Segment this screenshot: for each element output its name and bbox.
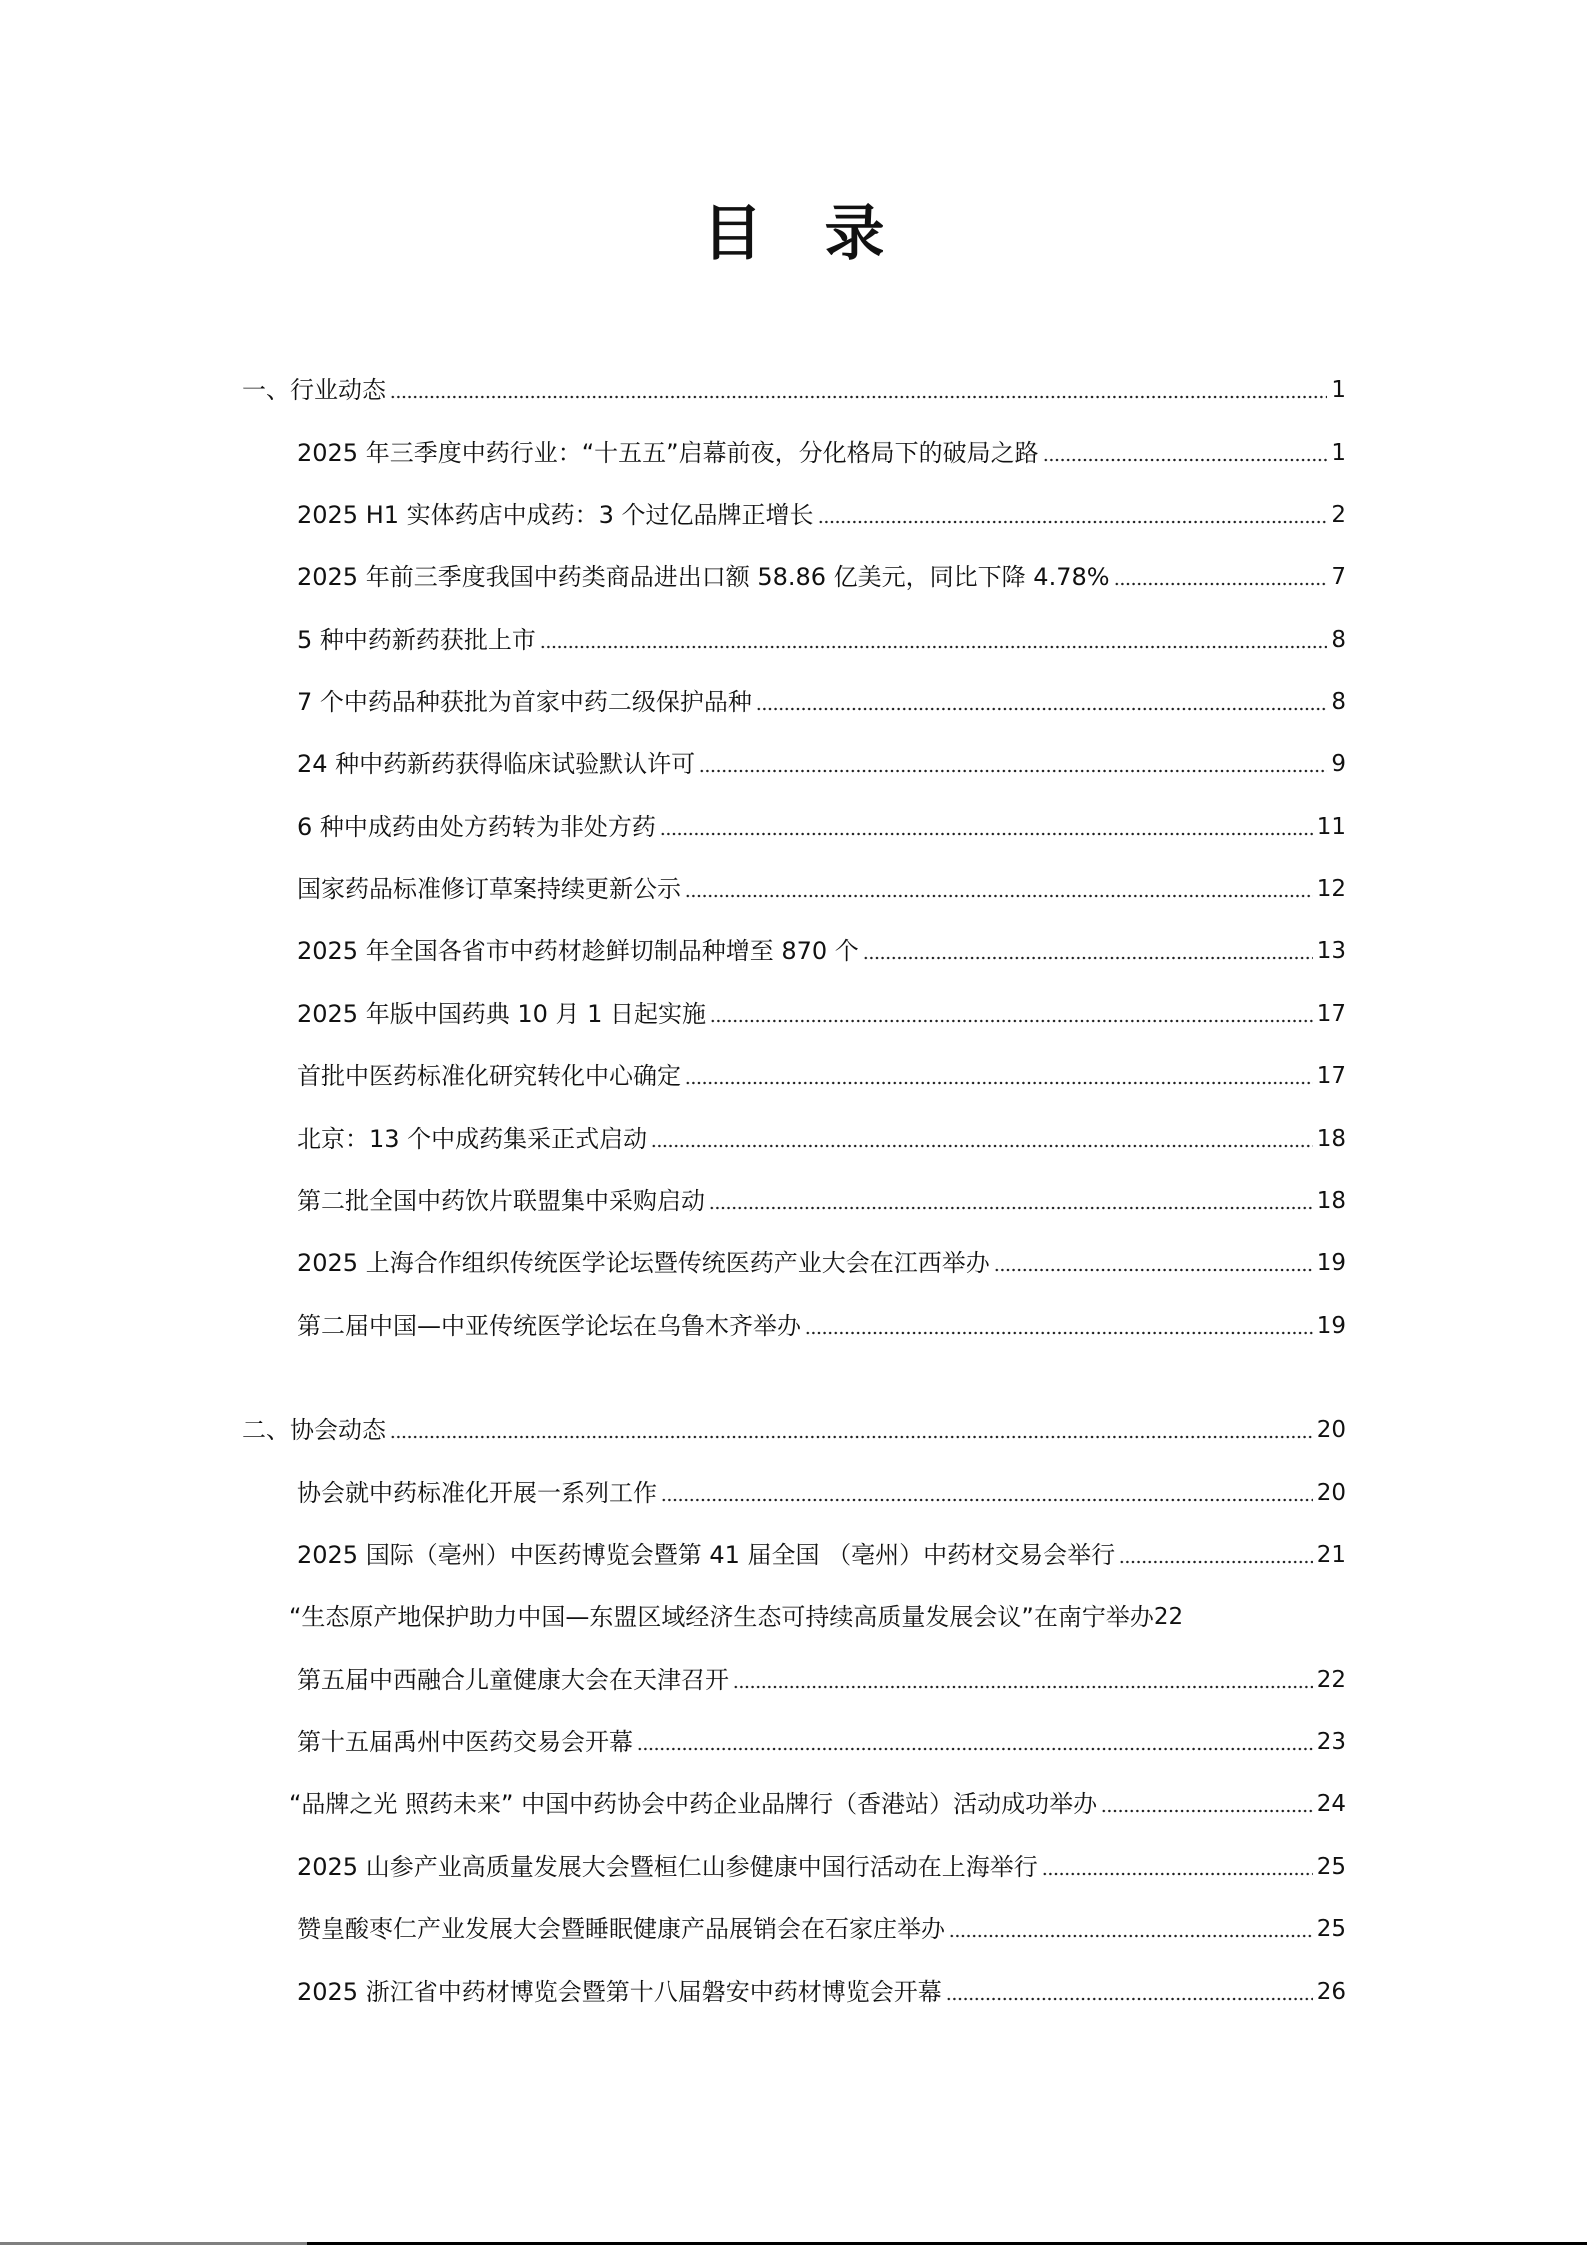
dot-leader [699,769,1327,773]
toc-page-number: 9 [1331,751,1346,777]
toc-entry[interactable] [297,498,1346,532]
toc-page-number: 20 [1316,1417,1346,1443]
toc-section-label: 二、协会动态 [242,1416,386,1444]
toc-entry-label: 国家药品标准修订草案持续更新公示 [297,875,681,903]
dot-leader [733,1685,1313,1689]
dot-leader [710,1019,1313,1023]
toc-entry[interactable] [297,685,1346,719]
toc-page-number: 2 [1331,502,1346,528]
toc-page-number: 17 [1316,1063,1346,1089]
dot-leader [756,707,1327,711]
toc-page-number: 24 [1316,1791,1346,1817]
dot-leader [1042,1872,1313,1876]
toc-entry[interactable] [297,1476,1346,1510]
toc-entry[interactable] [297,1663,1346,1697]
dot-leader [540,645,1327,649]
toc-entry[interactable] [297,1184,1346,1218]
toc-entry[interactable] [297,872,1346,906]
toc-entry-label: 北京：13 个中成药集采正式启动 [297,1125,648,1153]
dot-leader [946,1997,1313,2001]
toc-page-number: 7 [1331,564,1346,590]
toc-entry-label: 2025 年三季度中药行业：“十五五”启幕前夜，分化格局下的破局之路 [297,439,1039,467]
dot-leader [1114,582,1328,586]
toc-entry[interactable] [297,1059,1346,1093]
toc-entry-label: 6 种中成药由处方药转为非处方药 [297,813,656,841]
dot-leader [390,395,1327,399]
toc-page-number: 25 [1316,1854,1346,1880]
toc-page-number: 11 [1316,814,1346,840]
dot-leader [949,1934,1313,1938]
toc-entry[interactable] [297,1975,1346,2009]
dot-leader [818,520,1328,524]
dot-leader [660,832,1313,836]
dot-leader [863,956,1313,960]
title-char-1: 目 [702,199,763,269]
toc-entry[interactable] [297,1309,1346,1343]
dot-leader [661,1498,1313,1502]
toc-page-number: 22 [1153,1604,1184,1630]
toc-page-number: 8 [1331,689,1346,715]
toc-entry-label: 2025 年全国各省市中药材趁鲜切制品种增至 870 个 [297,937,859,965]
toc-entry[interactable] [297,1725,1346,1759]
dot-leader [1043,458,1328,462]
toc-entry[interactable] [297,747,1346,781]
toc-entry[interactable] [297,1538,1346,1572]
toc-entry-label: 赞皇酸枣仁产业发展大会暨睡眠健康产品展销会在石家庄举办 [297,1915,945,1943]
dot-leader [994,1268,1313,1272]
toc-entry-label: 2025 上海合作组织传统医学论坛暨传统医药产业大会在江西举办 [297,1249,990,1277]
toc-page-number: 17 [1316,1001,1346,1027]
toc-section-label: 一、行业动态 [242,376,386,404]
dot-leader [685,1081,1313,1085]
toc-entry-label: 2025 年版中国药典 10 月 1 日起实施 [297,1000,707,1028]
toc-entry-label: 2025 山参产业高质量发展大会暨桓仁山参健康中国行活动在上海举行 [297,1853,1038,1881]
toc-entry-label: 第二批全国中药饮片联盟集中采购启动 [297,1187,705,1215]
dot-leader [805,1331,1313,1335]
toc-page-number: 1 [1331,377,1346,403]
toc-page-number: 19 [1316,1313,1346,1339]
title-char-2: 录 [824,199,885,269]
toc-page-number: 13 [1316,938,1346,964]
toc-page-number: 26 [1316,1979,1346,2005]
toc-page-number: 20 [1316,1480,1346,1506]
dot-leader [637,1747,1313,1751]
toc-page-number: 21 [1316,1542,1346,1568]
toc-entry-label: 5 种中药新药获批上市 [297,626,536,654]
toc-entry-label: 2025 年前三季度我国中药类商品进出口额 58.86 亿美元，同比下降 4.78% [297,563,1110,591]
toc-entry-label: 24 种中药新药获得临床试验默认许可 [297,750,696,778]
dot-leader [709,1206,1313,1210]
toc-entry-label: 第五届中西融合儿童健康大会在天津召开 [297,1666,729,1694]
toc-entry-label: 第二届中国—中亚传统医学论坛在乌鲁木齐举办 [297,1312,801,1340]
toc-page-number: 18 [1316,1188,1346,1214]
toc-page-number: 22 [1316,1667,1346,1693]
toc-page-number: 18 [1316,1126,1346,1152]
toc-entry[interactable] [297,1850,1346,1884]
toc-page-number: 8 [1331,627,1346,653]
dot-leader [651,1144,1313,1148]
toc-entry[interactable] [297,810,1346,844]
toc-entry-label: 2025 浙江省中药材博览会暨第十八届磐安中药材博览会开幕 [297,1978,942,2006]
toc-page-number: 1 [1331,440,1346,466]
toc-entry[interactable] [297,1912,1346,1946]
dot-leader [1119,1560,1313,1564]
toc-page-number: 12 [1316,876,1346,902]
toc-entry-label: “品牌之光 照药未来” 中国中药协会中药企业品牌行（香港站）活动成功举办 [289,1790,1098,1818]
toc-entry[interactable] [297,934,1346,968]
dot-leader [1101,1809,1313,1813]
toc-entry[interactable] [297,436,1346,470]
dot-leader [685,894,1313,898]
toc-entry-label: 第十五届禹州中医药交易会开幕 [297,1728,633,1756]
toc-entry-label: 协会就中药标准化开展一系列工作 [297,1479,657,1507]
toc-entry[interactable] [297,560,1346,594]
toc-section-industry-news[interactable] [242,373,1346,407]
toc-section-association-news[interactable] [242,1413,1346,1447]
toc-entry-label: “生态原产地保护助力中国—东盟区域经济生态可持续高质量发展会议”在南宁举办 [289,1603,1154,1631]
toc-entry[interactable] [297,623,1346,657]
dot-leader [390,1435,1313,1439]
toc-page-number: 25 [1316,1916,1346,1942]
toc-entry[interactable] [289,1600,1346,1634]
toc-page-number: 23 [1316,1729,1346,1755]
toc-entry-label: 2025 国际（亳州）中医药博览会暨第 41 届全国 （亳州）中药材交易会举行 [297,1541,1116,1569]
toc-entry-label: 首批中医药标准化研究转化中心确定 [297,1062,681,1090]
toc-entry[interactable] [289,1787,1346,1821]
toc-entry[interactable] [297,997,1346,1031]
page-title [0,196,1587,272]
toc-entry[interactable] [297,1246,1346,1280]
toc-entry-label: 7 个中药品种获批为首家中药二级保护品种 [297,688,752,716]
toc-entry-label: 2025 H1 实体药店中成药：3 个过亿品牌正增长 [297,501,814,529]
toc-entry[interactable] [297,1122,1346,1156]
toc-page-number: 19 [1316,1250,1346,1276]
